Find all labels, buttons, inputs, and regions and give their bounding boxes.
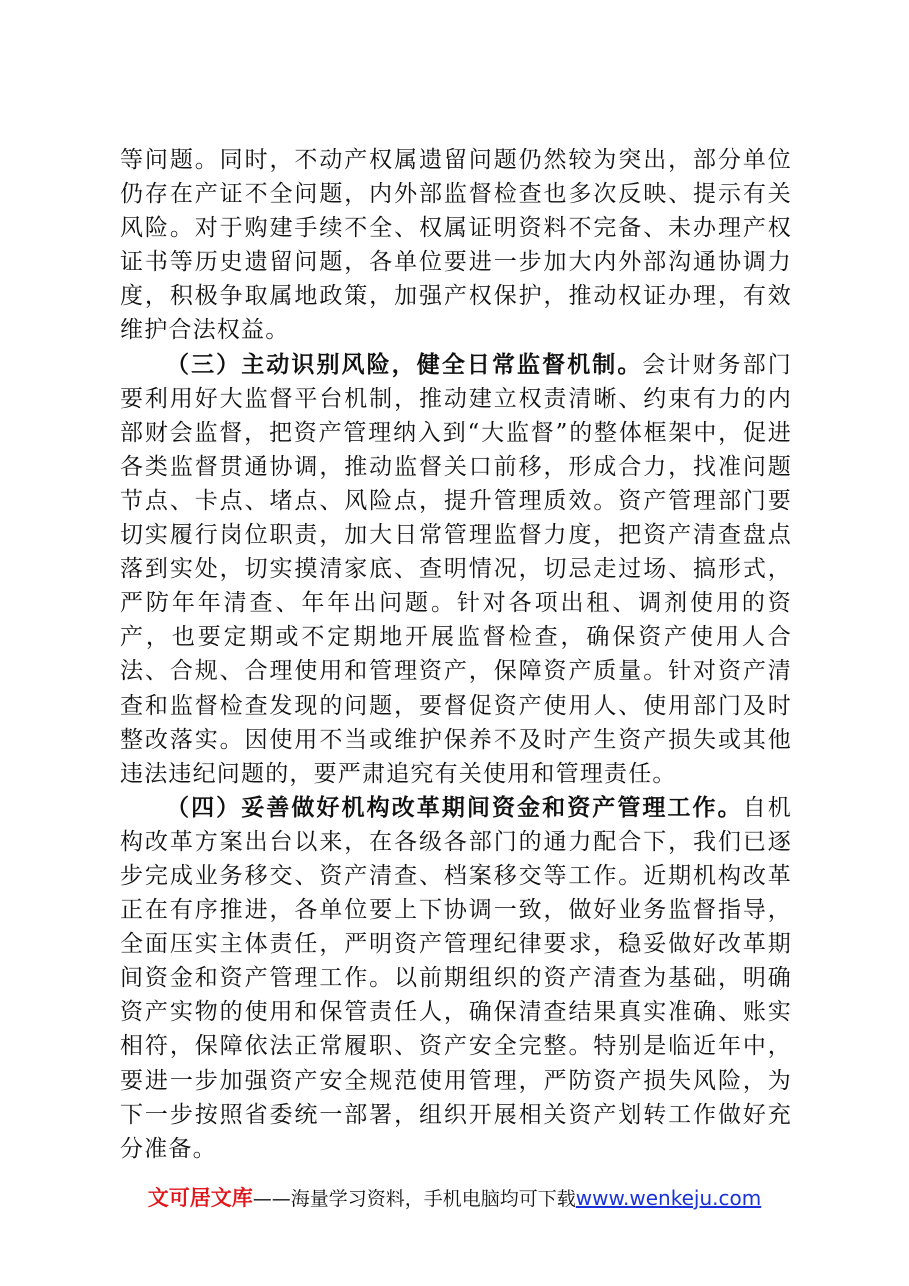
paragraph-text: 会计财务部门要利用好大监督平台机制，推动建立权责清晰、约束有力的内部财会监督，把资产管理纳入到“大监督”的整体框架中，促进各类监督贯通协调，推动监督关口前移，形成合力，找准问题节点、卡点、堵点、风险点，提升管理质效。资产管理部门要切实履行岗位职责，加大日常管理监督力度，把资产清查盘点落到实处，切实摸清家底、查明情况，切忌走过场、搞形式，严防年年清查、年年出问题。针对各项出租、调剂使用的资产，也要定期或不定期地开展监督检查，确保资产使用人合法、合规、合理使用和管理资产，保障资产质量。针对资产清查和监督检查发现的问题，要督促资产使用人、使用部门及时整改落实。因使用不当或维护保养不及时产生资产损失或其他违法违纪问题的，要严肃追究有关使用和管理责任。: [120, 351, 792, 787]
section-heading-4: （四）妥善做好机构改革期间资金和资产管理工作。: [166, 794, 743, 821]
footer-url-link[interactable]: www.wenkeju.com: [575, 1186, 762, 1210]
section-heading-3: （三）主动识别风险，健全日常监督机制。: [166, 351, 643, 378]
footer-brand: 文可居文库: [147, 1186, 253, 1210]
paragraph-continuation: [120, 143, 792, 348]
footer-tagline: ——海量学习资料，手机电脑均可下载: [252, 1188, 576, 1210]
paragraph-section-3: [120, 348, 792, 791]
footer-watermark: [0, 1182, 909, 1212]
paragraph-text: 等问题。同时，不动产权属遗留问题仍然较为突出，部分单位仍存在产证不全问题，内外部监督检查也多次反映、提示有关风险。对于购建手续不全、权属证明资料不完备、未办理产权证书等历史遗留问题，各单位要进一步加大内外部沟通协调力度，积极争取属地政策，加强产权保护，推动权证办理，有效维护合法权益。: [120, 147, 792, 344]
paragraph-text: 自机构改革方案出台以来，在各级各部门的通力配合下，我们已逐步完成业务移交、资产清查、档案移交等工作。近期机构改革正在有序推进，各单位要上下协调一致，做好业务监督指导，全面压实主体责任，严明资产管理纪律要求，稳妥做好改革期间资金和资产管理工作。以前期组织的资产清查为基础，明确资产实物的使用和保管责任人，确保清查结果真实准确、账实相符，保障依法正常履职、资产安全完整。特别是临近年中，要进一步加强资产安全规范使用管理，严防资产损失风险，为下一步按照省委统一部署，组织开展相关资产划转工作做好充分准备。: [120, 794, 792, 1162]
paragraph-section-4: [120, 791, 792, 1166]
document-body: [120, 143, 792, 1166]
